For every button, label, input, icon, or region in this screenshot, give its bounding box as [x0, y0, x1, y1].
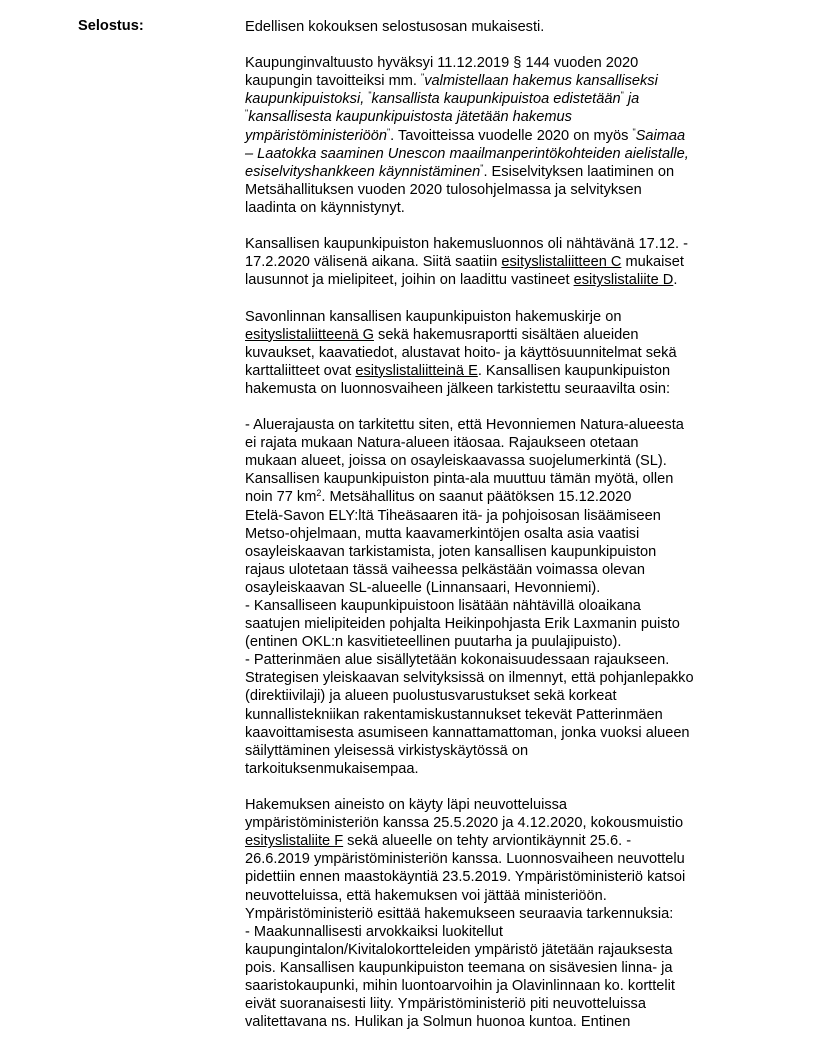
text-segment: – Laatokka saaminen Unescon maailmanperintökohteiden aielistalle, — [245, 145, 689, 162]
paragraph — [245, 18, 765, 36]
text-line — [245, 362, 765, 380]
section-label-colon: : — [138, 18, 144, 34]
attachment-reference: esityslistaliitteinä E — [355, 362, 478, 379]
text-segment: Etelä-Savon ELY:ltä Tiheäsaaren itä- ja pohjoisosan lisäämiseen — [245, 507, 661, 524]
text-segment: - Patterinmäen alue sisällytetään kokonaisuudessaan rajaukseen. — [245, 652, 670, 669]
attachment-reference: esityslistaliite F — [245, 833, 344, 850]
text-segment: laadinta on käynnistynyt. — [245, 199, 405, 216]
text-line — [245, 850, 765, 868]
text-line — [245, 615, 765, 633]
paragraph — [245, 416, 765, 778]
text-segment: . — [673, 272, 678, 289]
quote-mark: " — [245, 108, 249, 119]
text-segment: kansallisesta kaupunkipuistosta jätetään hakemus — [248, 109, 572, 126]
paragraph — [245, 54, 765, 217]
attachment-reference: esityslistaliite D — [573, 272, 674, 289]
text-segment: mukaan alueet, joissa on osayleiskaavassa suojelumerkintä (SL). — [245, 453, 667, 470]
text-line — [245, 687, 765, 705]
text-line — [245, 54, 765, 72]
text-segment: (direktiivilaji) ja alueen puolustusvarustukset sekä korkeat — [245, 688, 617, 705]
text-line — [245, 181, 765, 199]
text-segment: osayleiskaavan SL-alueelle (Linnansaari, Hevonniemi). — [245, 579, 601, 596]
text-segment: - Kansalliseen kaupunkipuistoon lisätään nähtävillä oloaikana — [245, 598, 641, 614]
text-line — [245, 488, 765, 506]
paragraph — [245, 235, 765, 289]
text-line — [245, 90, 765, 108]
text-line — [245, 760, 765, 778]
text-line — [245, 905, 765, 923]
text-line — [245, 235, 765, 253]
text-segment: kaupungin tavoitteiksi mm. — [245, 73, 422, 90]
text-line — [245, 525, 765, 543]
text-segment: kaavoittamisesta asumiseen kannattamattoman, jonka vuoksi alueen — [245, 724, 690, 741]
text-line — [245, 308, 765, 326]
paragraph-gap — [245, 217, 765, 235]
text-segment: Saimaa — [635, 127, 686, 144]
text-segment: Strategisen yleiskaavan selvityksissä on ilmennyt, että pohjanlepakko — [245, 670, 694, 687]
quote-mark: " — [620, 90, 624, 101]
text-segment: sekä alueelle on tehty arviontikäynnit 25.6. - — [343, 833, 632, 850]
text-line — [245, 199, 765, 217]
text-segment: kuvaukset, kaavatiedot, alustavat hoito- ja käyttösuunnitelmat sekä — [245, 344, 677, 361]
text-line — [245, 923, 765, 941]
paragraph-gap — [245, 36, 765, 54]
text-line — [245, 887, 765, 905]
text-line — [245, 416, 765, 434]
text-segment: Kansallisen kaupunkipuiston pinta-ala muuttuu tämän myötä, ollen — [245, 471, 674, 488]
text-segment: neuvotteluissa, että hakemuksen voi jättää ministeriöön. — [245, 887, 607, 904]
text-segment: Edellisen kokouksen selostusosan mukaisesti. — [245, 19, 545, 35]
text-line — [245, 706, 765, 724]
text-segment: pois. Kansallisen kaupunkipuiston teemana on sisävesien linna- ja — [245, 959, 673, 976]
text-segment: ympäristöministeriön kanssa 25.5.2020 ja 4.12.2020, kokousmuistio — [245, 815, 684, 832]
text-line — [245, 941, 765, 959]
superscript: 2 — [316, 488, 322, 499]
text-segment: karttaliitteet ovat — [245, 362, 356, 379]
text-segment: Savonlinnan kansallisen kaupunkipuiston hakemuskirje on — [245, 308, 622, 325]
text-segment: ja — [623, 91, 640, 108]
text-segment: ei rajata mukaan Natura-alueen itäosaa. Rajaukseen otetaan — [245, 435, 639, 452]
text-segment: - Maakunnallisesti arvokkaiksi luokitellut — [245, 923, 503, 940]
text-segment: kaupunkipuistoksi, — [245, 91, 369, 108]
text-segment: eivät suoranaisesti liity. Ympäristöministeriö piti neuvotteluissa — [245, 996, 646, 1013]
text-segment: 17.2.2020 välisenä aikana. Siitä saatiin — [245, 254, 502, 271]
quote-mark: " — [480, 162, 484, 173]
text-line — [245, 326, 765, 344]
section-label — [78, 18, 144, 34]
text-line — [245, 868, 765, 886]
text-segment: saatujen mielipiteiden pohjalta Heikinpohjasta Erik Laxmanin puisto — [245, 616, 680, 633]
text-segment: . Kansallisen kaupunkipuiston — [477, 362, 671, 379]
text-line — [245, 796, 765, 814]
text-segment: Kansallisen kaupunkipuiston hakemusluonnos oli nähtävänä 17.12. - — [245, 236, 688, 253]
quote-mark: " — [632, 126, 636, 137]
text-segment: Ympäristöministeriö esittää hakemukseen seuraavia tarkennuksia: — [245, 905, 674, 922]
text-segment: valmistellaan hakemus kansalliseksi — [424, 73, 658, 90]
text-segment: kunnallistekniikan rakentamiskustannukset tekevät Patterinmäen — [245, 706, 663, 723]
text-segment: (entinen OKL:n kasvitieteellinen puutarha ja puulajipuisto). — [245, 634, 622, 651]
text-segment: 26.6.2019 ympäristöministeriön kanssa. Luonnosvaiheen neuvottelu — [245, 851, 685, 868]
document-body — [245, 18, 765, 1031]
text-segment: saaristokaupunki, mihin luontoarvoihin ja Olavinlinnaan ko. korttelit — [245, 977, 675, 994]
text-line — [245, 253, 765, 271]
text-segment: pidettiin ennen maastokäyntiä 23.5.2019. Ympäristöministeriö katsoi — [245, 869, 686, 886]
text-line — [245, 344, 765, 362]
text-segment: ympäristöministeriöön — [245, 127, 387, 144]
text-line — [245, 470, 765, 488]
quote-mark: " — [368, 90, 372, 101]
paragraph — [245, 796, 765, 1031]
text-line — [245, 271, 765, 289]
text-segment: säilyttäminen yleisessä virkistyskäytössä on — [245, 742, 529, 759]
text-segment: - Aluerajausta on tarkitettu siten, että Hevonniemen Natura-alueesta — [245, 417, 684, 434]
text-line — [245, 543, 765, 561]
paragraph-gap — [245, 398, 765, 416]
text-line — [245, 814, 765, 832]
text-segment: . Metsähallitus on saanut päätöksen 15.12.2020 — [321, 489, 632, 506]
text-line — [245, 145, 765, 163]
text-line — [245, 163, 765, 181]
text-segment: esiselvityshankkeen käynnistäminen — [245, 163, 481, 180]
text-segment: mukaiset — [621, 254, 684, 271]
text-line — [245, 977, 765, 995]
text-segment: lausunnot ja mielipiteet, joihin on laadittu vastineet — [245, 272, 574, 289]
text-segment: rajaus ulotetaan tässä vaiheessa pelkästään voimassa olevan — [245, 561, 645, 578]
attachment-reference: esityslistaliitteen C — [501, 254, 622, 271]
text-line — [245, 959, 765, 977]
text-line — [245, 724, 765, 742]
text-segment: kansallista kaupunkipuistoa edistetään — [371, 91, 621, 108]
text-segment: sekä hakemusraportti sisältäen alueiden — [373, 326, 639, 343]
quote-mark: " — [386, 126, 391, 137]
text-line — [245, 434, 765, 452]
paragraph — [245, 308, 765, 398]
text-line — [245, 633, 765, 651]
text-line — [245, 651, 765, 669]
text-line — [245, 669, 765, 687]
text-line — [245, 832, 765, 850]
text-line — [245, 380, 765, 398]
text-segment: tarkoituksenmukaisempaa. — [245, 760, 419, 777]
text-line — [245, 742, 765, 760]
text-line — [245, 18, 765, 36]
paragraph-gap — [245, 289, 765, 307]
text-segment: valitettavana ns. Hulikan ja Solmun huonoa kuntoa. Entinen — [245, 1014, 631, 1031]
text-segment: . Esiselvityksen laatiminen on — [483, 163, 675, 180]
text-line — [245, 72, 765, 90]
text-segment: hakemusta on luonnosvaiheen jälkeen tarkistettu seuraavilta osin: — [245, 380, 671, 397]
text-line — [245, 561, 765, 579]
text-segment: Metsähallituksen vuoden 2020 tulosohjelmassa ja selvityksen — [245, 181, 642, 198]
text-line — [245, 127, 765, 145]
text-segment: osayleiskaavan tarkistamista, joten kansallisen kaupunkipuiston — [245, 543, 657, 560]
text-segment: Metso-ohjelmaan, mutta kaavamerkintöjen osalta asia vaatisi — [245, 525, 640, 542]
text-line — [245, 507, 765, 525]
attachment-reference: esityslistaliitteenä G — [245, 326, 374, 343]
text-segment: kaupungintalon/Kivitalokortteleiden ympäristö jätetään rajauksesta — [245, 941, 673, 958]
paragraph-gap — [245, 778, 765, 796]
text-line — [245, 452, 765, 470]
text-segment: Kaupunginvaltuusto hyväksyi 11.12.2019 § 144 vuoden 2020 — [245, 55, 639, 72]
text-line — [245, 597, 765, 615]
quote-mark: " — [421, 72, 425, 83]
section-label-text: Selostus — [78, 18, 139, 34]
text-segment: Hakemuksen aineisto on käyty läpi neuvotteluissa — [245, 797, 568, 814]
text-line — [245, 1013, 765, 1031]
text-line — [245, 108, 765, 126]
text-segment: . Tavoitteissa vuodelle 2020 on myös — [390, 127, 633, 144]
text-line — [245, 995, 765, 1013]
text-segment: noin 77 km — [245, 489, 317, 506]
text-line — [245, 579, 765, 597]
